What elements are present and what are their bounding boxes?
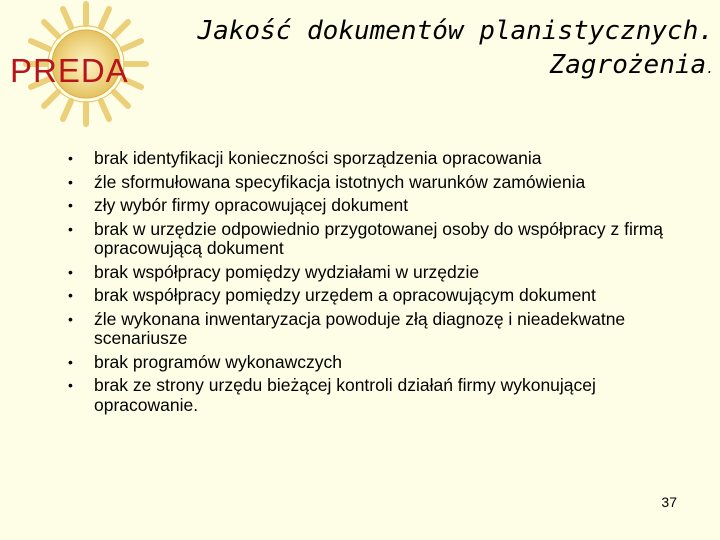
list-item-text: źle wykonana inwentaryzacja powoduje złą diagnozę i nieadekwatne scenariusze [94,308,626,348]
slide-title [154,14,714,87]
bullet-list [68,149,668,419]
list-item [68,220,668,259]
title-line-2-text: Zagrożenia [549,50,707,80]
page-number: 37 [661,494,677,510]
list-item-text: brak w urzędzie odpowiednio przygotowanej osoby do współpracy z firmą opracowującą dokument [94,218,664,258]
list-item-text: źle sformułowana specyfikacja istotnych warunków zamówienia [94,171,586,192]
bullet-icon: • [68,377,73,393]
list-item-text: brak ze strony urzędu bieżącej kontroli działań firmy wykonującej opracowanie. [94,375,596,415]
list-item-text: zły wybór firmy opracowującej dokument [94,195,409,215]
preda-logo [0,0,170,140]
bullet-icon: • [68,220,73,237]
list-item [68,173,668,193]
list-item-text: brak współpracy pomiędzy wydziałami w urzędzie [94,261,480,282]
logo-text: PREDA [10,52,129,89]
bullet-icon: • [68,310,73,327]
bullet-icon: • [68,173,73,190]
bullet-icon: • [68,197,73,213]
bullet-icon: • [68,150,73,166]
bullet-icon: • [68,263,73,280]
list-item-text: brak współpracy pomiędzy urzędem a opracowującym dokument [94,285,596,305]
bullet-icon: • [68,353,73,370]
list-item [68,376,668,415]
list-item [68,353,668,373]
list-item [68,310,668,349]
title-line-1: Jakość dokumentów planistycznych. [197,16,714,46]
list-item-text: brak programów wykonawczych [94,351,343,372]
list-item [68,149,668,169]
list-item [68,286,668,306]
title-line-2 [154,48,714,87]
list-item [68,263,668,283]
list-item-text: brak identyfikacji konieczności sporządzenia opracowania [94,148,542,168]
title-line-2-suffix: . [706,62,714,77]
bullet-icon: • [68,287,73,303]
list-item [68,196,668,216]
